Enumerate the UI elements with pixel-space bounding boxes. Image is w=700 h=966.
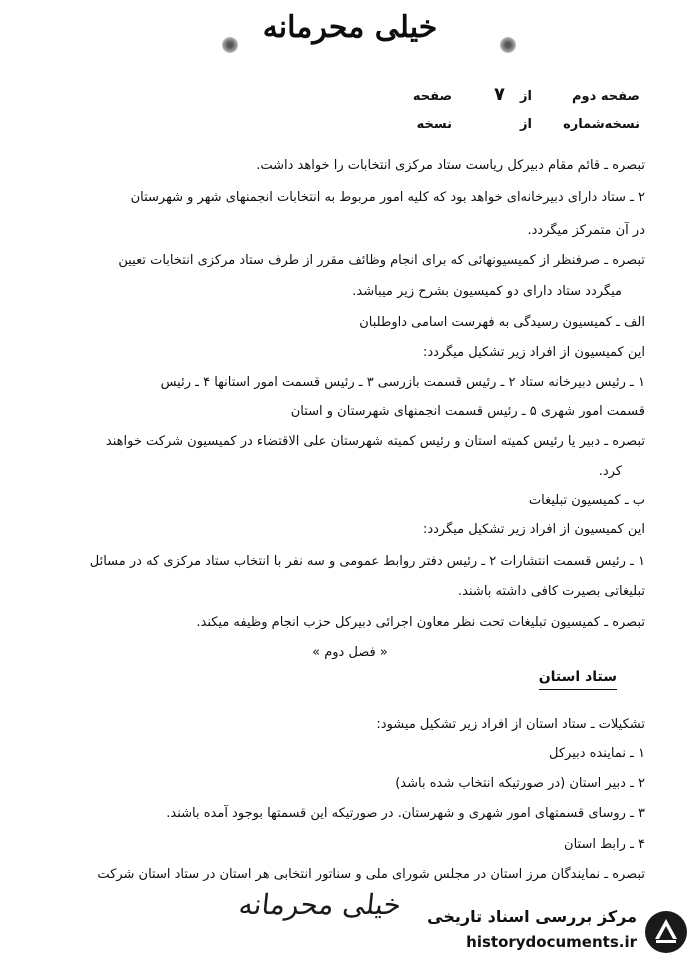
watermark-website: historydocuments.ir (466, 933, 637, 951)
body-line: تبصره ـ کمیسیون تبلیغات تحت نظر معاون اجرائی دبیرکل حزب انجام وظیفه میکند. (196, 615, 645, 630)
copy-of-label: از (520, 117, 532, 132)
chapter-heading: « فصل دوم » (312, 645, 388, 660)
page-of-label: از (520, 89, 532, 104)
body-line: قسمت امور شهری ۵ ـ رئیس قسمت انجمنهای شهرستان و استان (290, 404, 645, 419)
body-line: کرد. (598, 464, 622, 479)
page-word: صفحه (412, 89, 452, 104)
body-line: ۴ ـ رابط استان (564, 837, 645, 852)
classification-stamp-top: خیلی محرمانه (262, 10, 438, 45)
body-line: تبصره ـ دبیر یا رئیس کمیته استان و رئیس کمیته شهرستان علی الاقتضاء در کمیسیون شرکت خواهند (105, 434, 645, 449)
body-line: الف ـ کمیسیون رسیدگی به فهرست اسامی داوطلبان (359, 315, 645, 330)
body-line: این کمیسیون از افراد زیر تشکیل میگردد: (422, 345, 645, 360)
archive-watermark (415, 905, 695, 961)
body-line: ۱ ـ رئیس دبیرخانه ستاد ۲ ـ رئیس قسمت بازرسی ۳ ـ رئیس قسمت امور استانها ۴ ـ رئیس (160, 375, 645, 390)
body-line: تبلیغاتی بصیرت کافی داشته باشند. (458, 584, 645, 599)
body-line: تشکیلات ـ ستاد استان از افراد زیر تشکیل میشود: (376, 717, 645, 732)
copy-number-label: نسخه‌شماره (563, 117, 640, 132)
body-line: تبصره ـ نمایندگان مرز استان در مجلس شورای ملی و سناتور انتخابی هر استان در ستاد استان شرکت (97, 867, 645, 882)
body-line: ۱ ـ رئیس قسمت انتشارات ۲ ـ رئیس دفتر روابط عمومی و سه نفر با انتخاب ستاد مرکزی که در مسائل (89, 554, 645, 569)
body-line: این کمیسیون از افراد زیر تشکیل میگردد: (422, 522, 645, 537)
body-line: تبصره ـ قائم مقام دبیرکل ریاست ستاد مرکزی انتخابات را خواهد داشت. (256, 158, 645, 173)
body-line: ۱ ـ نماینده دبیرکل (549, 746, 645, 761)
body-line: ۲ ـ دبیر استان (در صورتیکه انتخاب شده باشد) (395, 776, 645, 791)
body-line: ۳ ـ روسای قسمتهای امور شهری و شهرستان. در صورتیکه این قسمتها بوجود آمده باشند. (166, 806, 645, 821)
copy-word: نسخه (416, 117, 452, 132)
page-label: صفحه دوم (572, 89, 640, 104)
page-total: ۷ (494, 84, 505, 105)
body-line: ب ـ کمیسیون تبلیغات (528, 493, 645, 508)
body-line: تبصره ـ صرفنظر از کمیسیونهائی که برای انجام وظائف مقرر از طرف ستاد مرکزی انتخابات تعیین (118, 253, 645, 268)
classification-stamp-bottom: خیلی محرمانه (237, 888, 403, 921)
watermark-org-name: مرکز بررسی اسناد تاریخی (427, 907, 637, 926)
section-heading-provincial-staff: ستاد استان (539, 669, 617, 690)
body-line: ۲ ـ ستاد دارای دبیرخانه‌ای خواهد بود که کلیه امور مربوط به انتخابات انجمنهای شهر و شهرستان (130, 190, 645, 205)
body-line: در آن متمرکز میگردد. (527, 223, 645, 238)
archive-logo-icon (643, 909, 689, 955)
body-line: میگردد ستاد دارای دو کمیسیون بشرح زیر میباشد. (352, 284, 622, 299)
